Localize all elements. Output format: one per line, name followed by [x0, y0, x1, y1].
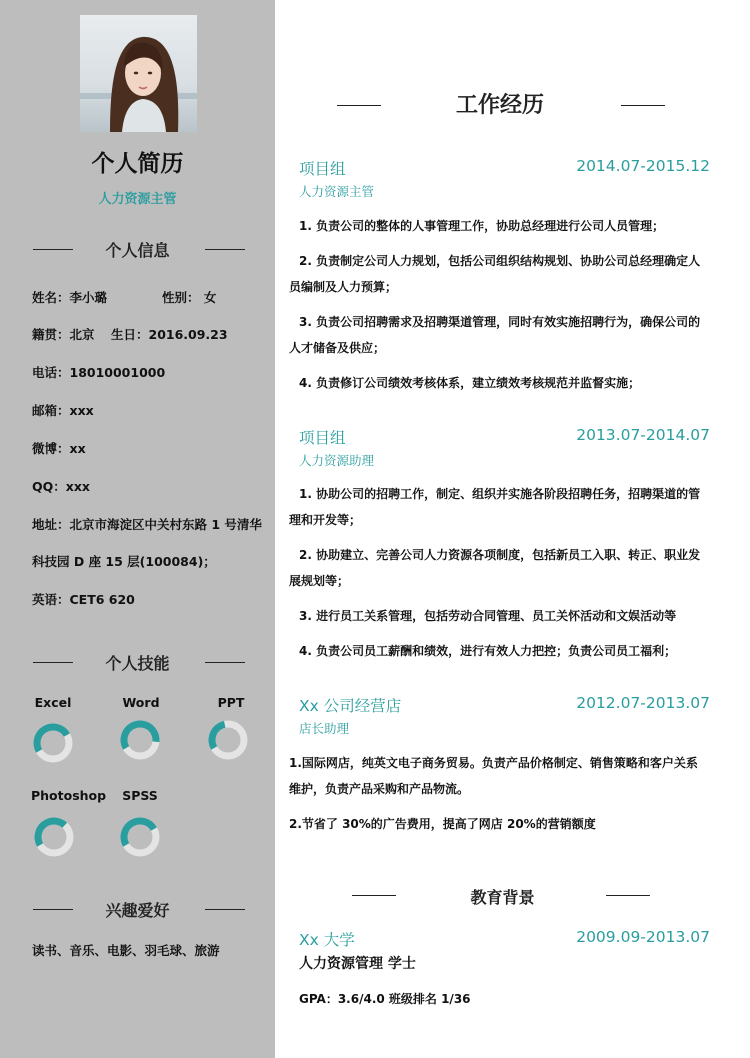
job-2-item-2: 2. 协助建立、完善公司人力资源各项制度，包括新员工入职、转正、职业发展规划等； [289, 548, 701, 588]
skill-ring-ppt [207, 719, 249, 761]
skill-excel [23, 695, 83, 710]
job-2-role: 人力资源助理 [299, 453, 375, 468]
skill-ring-spss [119, 816, 161, 858]
skill-word [111, 695, 171, 710]
info-native: 籍贯：北京 [32, 327, 95, 342]
work-experience-label: 工作经历 [455, 93, 544, 118]
job-3-org: Xx 公司经营店 [299, 697, 402, 715]
job-1-date: 2014.07-2015.12 [576, 157, 710, 175]
divider [205, 662, 245, 663]
skill-ppt [201, 695, 261, 710]
skills-label: 个人技能 [105, 654, 170, 673]
skill-ring-word [119, 719, 161, 761]
profile-photo [80, 15, 197, 132]
job-3-item-1: 1.国际网店，纯英文电子商务贸易。负责产品价格制定、销售策略和客户关系维护，负责产品采购和产品物流。 [289, 756, 698, 796]
sidebar [0, 0, 275, 1058]
divider [205, 249, 245, 250]
resume-title: 个人简历 [91, 151, 184, 177]
job-2-item-3: 3. 进行员工关系管理，包括劳动合同管理、员工关怀活动和文娱活动等 [299, 609, 677, 623]
skill-label: PPT [217, 695, 245, 710]
skill-ring-photoshop [33, 816, 75, 858]
skill-label: Excel [34, 695, 72, 710]
skill-label: Word [122, 695, 160, 710]
job-1-item-3: 3. 负责公司招聘需求及招聘渠道管理，同时有效实施招聘行为，确保公司的人才储备及供应； [289, 315, 701, 355]
divider [606, 895, 650, 896]
job-1-org: 项目组 [299, 160, 346, 178]
info-english: 英语：CET6 620 [32, 592, 135, 607]
info-weibo: 微博：xx [32, 441, 86, 456]
education-date: 2009.09-2013.07 [576, 928, 710, 946]
info-address-line-2: 科技园 D 座 15 层(100084)； [32, 554, 216, 569]
hobbies-text: 读书、音乐、电影、羽毛球、旅游 [32, 943, 220, 958]
job-1-item-4: 4. 负责修订公司绩效考核体系，建立绩效考核规范并监督实施； [299, 376, 641, 390]
info-qq: QQ：xxx [32, 479, 90, 494]
skills-heading [0, 651, 275, 675]
info-birthday: 生日：2016.09.23 [111, 327, 228, 342]
work-experience-heading [275, 88, 750, 118]
job-1-item-1: 1. 负责公司的整体的人事管理工作，协助总经理进行公司人员管理； [299, 219, 665, 233]
info-email: 邮箱：xxx [32, 403, 94, 418]
divider [621, 105, 665, 106]
education-label: 教育背景 [470, 888, 535, 907]
education-degree: 人力资源管理 学士 [299, 956, 416, 972]
skill-ring-excel [32, 722, 74, 764]
info-gender: 性别： 女 [162, 290, 217, 305]
personal-info-label: 个人信息 [105, 241, 170, 260]
info-name: 姓名：李小璐 [32, 290, 108, 305]
divider [205, 909, 245, 910]
info-address-line-1: 地址：北京市海淀区中关村东路 1 号清华 [32, 517, 262, 532]
job-3-role: 店长助理 [299, 721, 350, 736]
job-2-item-1: 1. 协助公司的招聘工作，制定、组织并实施各阶段招聘任务，招聘渠道的管理和开发等； [289, 487, 701, 527]
skill-spss [110, 788, 170, 803]
job-2-org: 项目组 [299, 429, 346, 447]
hobbies-label: 兴趣爱好 [105, 901, 170, 920]
education-gpa: GPA：3.6/4.0 班级排名 1/36 [299, 992, 471, 1006]
skill-label: Photoshop [31, 788, 107, 803]
hobbies-heading [0, 898, 275, 922]
job-1-role: 人力资源主管 [299, 184, 375, 199]
job-2-date: 2013.07-2014.07 [576, 426, 710, 444]
education-school: Xx 大学 [299, 931, 355, 949]
job-3-date: 2012.07-2013.07 [576, 694, 710, 712]
personal-info-heading [0, 238, 275, 262]
education-heading [275, 883, 750, 913]
job-3-item-2: 2.节省了 30%的广告费用，提高了网店 20%的营销额度 [289, 817, 596, 831]
skill-label: SPSS [122, 788, 158, 803]
job-1-item-2: 2. 负责制定公司人力规划，包括公司组织结构规划、协助公司总经理确定人员编制及人力预算； [289, 254, 701, 294]
job-title: 人力资源主管 [98, 192, 177, 207]
job-2-item-4: 4. 负责公司员工薪酬和绩效，进行有效人力把控；负责公司员工福利； [299, 644, 677, 658]
info-phone: 电话：18010001000 [32, 365, 166, 380]
skill-photoshop [21, 788, 111, 803]
